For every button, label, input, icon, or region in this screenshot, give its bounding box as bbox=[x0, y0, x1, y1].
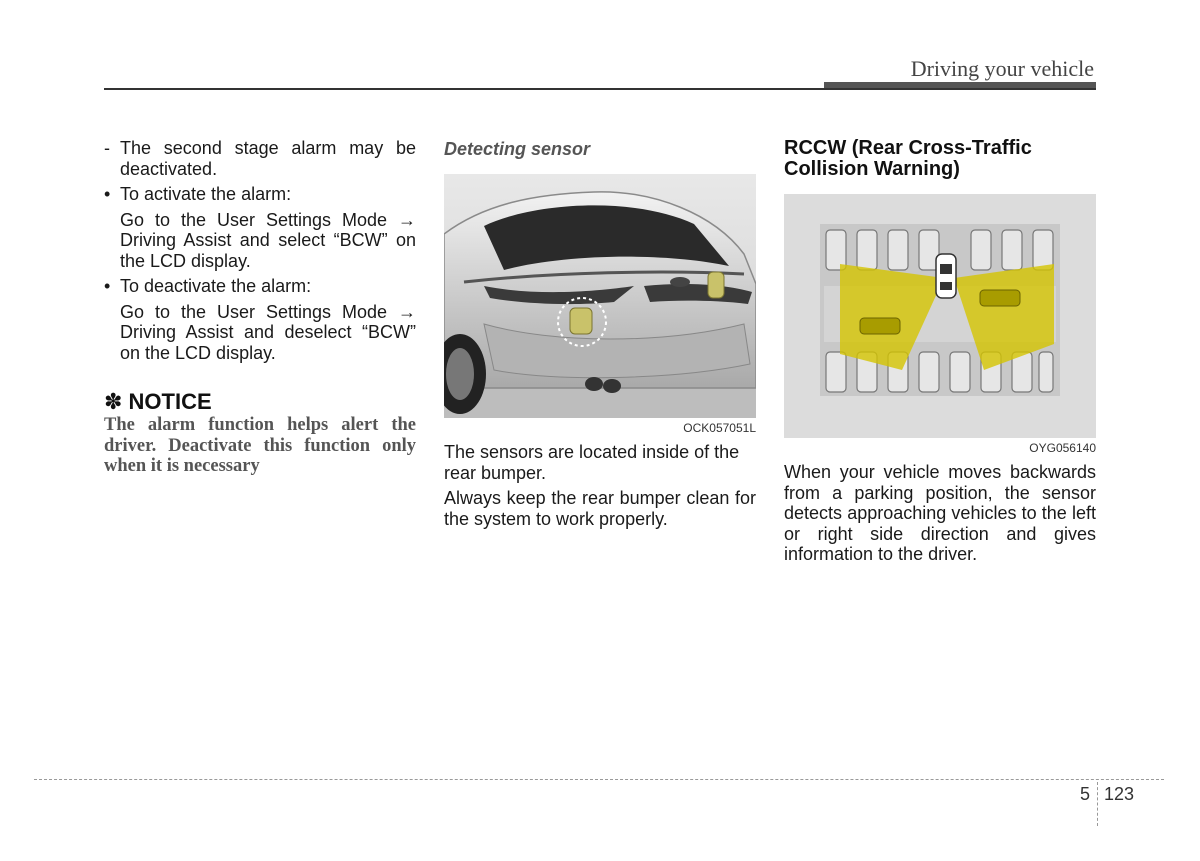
footer-dashed-rule bbox=[34, 779, 1164, 780]
page-number: 123 bbox=[1104, 784, 1135, 804]
figure-code: OCK057051L bbox=[683, 421, 756, 435]
column-left bbox=[104, 138, 416, 477]
activate-detail: Go to the User Settings Mode → Driving Assist and select “BCW” on the LCD display. bbox=[120, 209, 416, 271]
list-item-text: To activate the alarm: bbox=[120, 184, 292, 204]
rccw-description-paragraph: When your vehicle moves backwards from a parking position, the sensor detects approaching vehicles to the left or right side direction and gives information to the driver. bbox=[784, 462, 1096, 564]
chapter-number: 5 bbox=[1080, 784, 1091, 804]
deactivate-detail: Go to the User Settings Mode → Driving Assist and deselect “BCW” on the LCD display. bbox=[120, 301, 416, 363]
section-heading: RCCW (Rear Cross-Traffic Collision Warning) bbox=[784, 137, 1032, 180]
footer-divider bbox=[1097, 782, 1098, 826]
header-rule bbox=[104, 88, 1096, 90]
list-item bbox=[104, 138, 416, 179]
column-middle bbox=[444, 138, 756, 534]
rccw-diagram-figure bbox=[784, 194, 1096, 438]
list-item bbox=[104, 276, 416, 297]
section-subheading: Detecting sensor bbox=[444, 139, 591, 159]
bullet-marker: • bbox=[104, 184, 111, 204]
notice-body: The alarm function helps alert the driver. Deactivate this function only when it is necessary bbox=[104, 415, 416, 476]
column-right bbox=[784, 138, 1096, 570]
bullet-marker: • bbox=[104, 276, 111, 296]
bumper-clean-paragraph: Always keep the rear bumper clean for the system to work properly. bbox=[444, 488, 756, 529]
rear-bumper-sensor-figure bbox=[444, 174, 756, 418]
parking-lot-diagram bbox=[784, 194, 1096, 438]
running-header: Driving your vehicle bbox=[910, 56, 1094, 81]
dash-marker: - bbox=[104, 138, 110, 158]
figure-code: OYG056140 bbox=[1029, 441, 1096, 455]
list-item-text: The second stage alarm may be deactivated. bbox=[120, 138, 416, 179]
list-item bbox=[104, 184, 416, 205]
notice-title: ✽ NOTICE bbox=[104, 389, 212, 414]
list-item-text: To deactivate the alarm: bbox=[120, 276, 312, 296]
car-rear-illustration bbox=[444, 174, 756, 418]
sensor-location-paragraph: The sensors are located inside of the rear bumper. bbox=[444, 442, 740, 483]
